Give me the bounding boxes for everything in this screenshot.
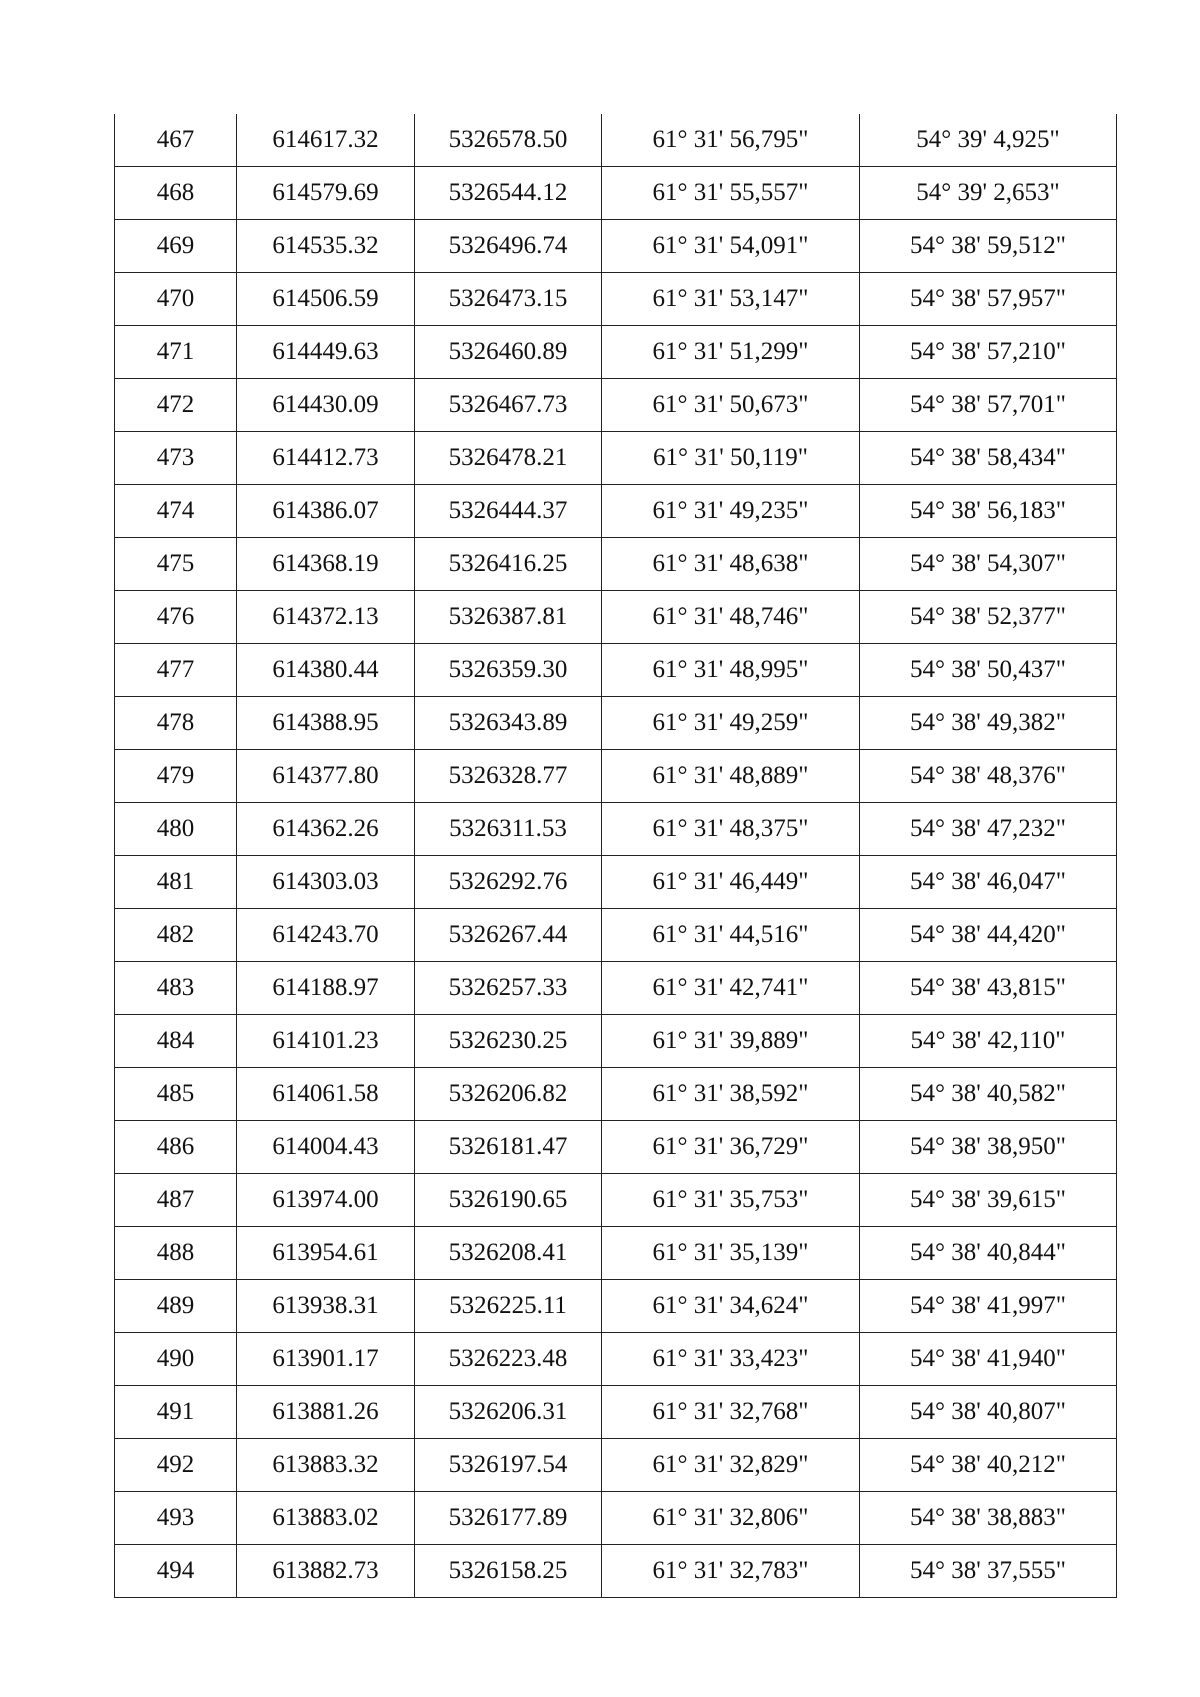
table-row: [115, 1439, 1117, 1492]
longitude-cell: 61° 31' 42,741": [602, 962, 860, 1015]
point-number-cell: 473: [115, 432, 237, 485]
point-number-cell: 472: [115, 379, 237, 432]
point-number-cell: 484: [115, 1015, 237, 1068]
longitude-cell: 61° 31' 32,806": [602, 1492, 860, 1545]
coordinates-table-body: [115, 114, 1117, 1598]
y-coordinate-cell: 5326190.65: [415, 1174, 602, 1227]
y-coordinate-cell: 5326478.21: [415, 432, 602, 485]
table-row: [115, 1492, 1117, 1545]
table-row: [115, 1227, 1117, 1280]
table-row: [115, 1333, 1117, 1386]
longitude-cell: 61° 31' 38,592": [602, 1068, 860, 1121]
latitude-cell: 54° 38' 56,183": [860, 485, 1117, 538]
y-coordinate-cell: 5326230.25: [415, 1015, 602, 1068]
latitude-cell: 54° 38' 38,883": [860, 1492, 1117, 1545]
y-coordinate-cell: 5326473.15: [415, 273, 602, 326]
longitude-cell: 61° 31' 35,139": [602, 1227, 860, 1280]
x-coordinate-cell: 614372.13: [237, 591, 415, 644]
y-coordinate-cell: 5326578.50: [415, 114, 602, 167]
y-coordinate-cell: 5326460.89: [415, 326, 602, 379]
x-coordinate-cell: 614243.70: [237, 909, 415, 962]
latitude-cell: 54° 38' 40,807": [860, 1386, 1117, 1439]
longitude-cell: 61° 31' 56,795": [602, 114, 860, 167]
point-number-cell: 488: [115, 1227, 237, 1280]
point-number-cell: 481: [115, 856, 237, 909]
table-row: [115, 1068, 1117, 1121]
x-coordinate-cell: 614617.32: [237, 114, 415, 167]
y-coordinate-cell: 5326158.25: [415, 1545, 602, 1598]
point-number-cell: 476: [115, 591, 237, 644]
y-coordinate-cell: 5326181.47: [415, 1121, 602, 1174]
y-coordinate-cell: 5326267.44: [415, 909, 602, 962]
latitude-cell: 54° 38' 49,382": [860, 697, 1117, 750]
longitude-cell: 61° 31' 32,783": [602, 1545, 860, 1598]
y-coordinate-cell: 5326387.81: [415, 591, 602, 644]
latitude-cell: 54° 38' 41,997": [860, 1280, 1117, 1333]
x-coordinate-cell: 614430.09: [237, 379, 415, 432]
table-row: [115, 697, 1117, 750]
table-row: [115, 326, 1117, 379]
table-row: [115, 856, 1117, 909]
longitude-cell: 61° 31' 49,235": [602, 485, 860, 538]
x-coordinate-cell: 613974.00: [237, 1174, 415, 1227]
point-number-cell: 489: [115, 1280, 237, 1333]
longitude-cell: 61° 31' 46,449": [602, 856, 860, 909]
point-number-cell: 482: [115, 909, 237, 962]
x-coordinate-cell: 614388.95: [237, 697, 415, 750]
y-coordinate-cell: 5326496.74: [415, 220, 602, 273]
x-coordinate-cell: 614377.80: [237, 750, 415, 803]
point-number-cell: 470: [115, 273, 237, 326]
x-coordinate-cell: 613881.26: [237, 1386, 415, 1439]
y-coordinate-cell: 5326416.25: [415, 538, 602, 591]
point-number-cell: 474: [115, 485, 237, 538]
latitude-cell: 54° 38' 47,232": [860, 803, 1117, 856]
table-row: [115, 379, 1117, 432]
latitude-cell: 54° 38' 48,376": [860, 750, 1117, 803]
latitude-cell: 54° 38' 39,615": [860, 1174, 1117, 1227]
x-coordinate-cell: 613954.61: [237, 1227, 415, 1280]
point-number-cell: 491: [115, 1386, 237, 1439]
point-number-cell: 490: [115, 1333, 237, 1386]
point-number-cell: 471: [115, 326, 237, 379]
latitude-cell: 54° 38' 38,950": [860, 1121, 1117, 1174]
y-coordinate-cell: 5326444.37: [415, 485, 602, 538]
longitude-cell: 61° 31' 33,423": [602, 1333, 860, 1386]
table-row: [115, 591, 1117, 644]
x-coordinate-cell: 614412.73: [237, 432, 415, 485]
table-row: [115, 1174, 1117, 1227]
y-coordinate-cell: 5326223.48: [415, 1333, 602, 1386]
longitude-cell: 61° 31' 49,259": [602, 697, 860, 750]
y-coordinate-cell: 5326177.89: [415, 1492, 602, 1545]
x-coordinate-cell: 614579.69: [237, 167, 415, 220]
latitude-cell: 54° 38' 58,434": [860, 432, 1117, 485]
y-coordinate-cell: 5326197.54: [415, 1439, 602, 1492]
y-coordinate-cell: 5326467.73: [415, 379, 602, 432]
point-number-cell: 469: [115, 220, 237, 273]
x-coordinate-cell: 614449.63: [237, 326, 415, 379]
y-coordinate-cell: 5326328.77: [415, 750, 602, 803]
latitude-cell: 54° 38' 57,957": [860, 273, 1117, 326]
longitude-cell: 61° 31' 34,624": [602, 1280, 860, 1333]
point-number-cell: 477: [115, 644, 237, 697]
longitude-cell: 61° 31' 54,091": [602, 220, 860, 273]
latitude-cell: 54° 39' 2,653": [860, 167, 1117, 220]
table-row: [115, 273, 1117, 326]
point-number-cell: 480: [115, 803, 237, 856]
y-coordinate-cell: 5326311.53: [415, 803, 602, 856]
coordinates-table: [114, 114, 1117, 1598]
longitude-cell: 61° 31' 48,746": [602, 591, 860, 644]
x-coordinate-cell: 614506.59: [237, 273, 415, 326]
table-row: [115, 1015, 1117, 1068]
longitude-cell: 61° 31' 55,557": [602, 167, 860, 220]
latitude-cell: 54° 38' 57,210": [860, 326, 1117, 379]
coordinates-table-container: [114, 114, 1116, 1598]
table-row: [115, 114, 1117, 167]
table-row: [115, 1545, 1117, 1598]
point-number-cell: 475: [115, 538, 237, 591]
table-row: [115, 220, 1117, 273]
point-number-cell: 485: [115, 1068, 237, 1121]
latitude-cell: 54° 38' 50,437": [860, 644, 1117, 697]
latitude-cell: 54° 38' 59,512": [860, 220, 1117, 273]
x-coordinate-cell: 613883.32: [237, 1439, 415, 1492]
latitude-cell: 54° 38' 41,940": [860, 1333, 1117, 1386]
longitude-cell: 61° 31' 53,147": [602, 273, 860, 326]
table-row: [115, 1121, 1117, 1174]
table-row: [115, 167, 1117, 220]
latitude-cell: 54° 38' 52,377": [860, 591, 1117, 644]
x-coordinate-cell: 614004.43: [237, 1121, 415, 1174]
table-row: [115, 485, 1117, 538]
latitude-cell: 54° 38' 40,582": [860, 1068, 1117, 1121]
longitude-cell: 61° 31' 32,829": [602, 1439, 860, 1492]
x-coordinate-cell: 613882.73: [237, 1545, 415, 1598]
latitude-cell: 54° 38' 46,047": [860, 856, 1117, 909]
longitude-cell: 61° 31' 32,768": [602, 1386, 860, 1439]
point-number-cell: 478: [115, 697, 237, 750]
point-number-cell: 492: [115, 1439, 237, 1492]
y-coordinate-cell: 5326208.41: [415, 1227, 602, 1280]
longitude-cell: 61° 31' 36,729": [602, 1121, 860, 1174]
x-coordinate-cell: 614386.07: [237, 485, 415, 538]
table-row: [115, 909, 1117, 962]
latitude-cell: 54° 38' 37,555": [860, 1545, 1117, 1598]
y-coordinate-cell: 5326544.12: [415, 167, 602, 220]
table-row: [115, 803, 1117, 856]
x-coordinate-cell: 614061.58: [237, 1068, 415, 1121]
latitude-cell: 54° 38' 54,307": [860, 538, 1117, 591]
y-coordinate-cell: 5326206.31: [415, 1386, 602, 1439]
x-coordinate-cell: 613938.31: [237, 1280, 415, 1333]
longitude-cell: 61° 31' 48,995": [602, 644, 860, 697]
longitude-cell: 61° 31' 48,375": [602, 803, 860, 856]
latitude-cell: 54° 38' 40,212": [860, 1439, 1117, 1492]
x-coordinate-cell: 614101.23: [237, 1015, 415, 1068]
longitude-cell: 61° 31' 44,516": [602, 909, 860, 962]
y-coordinate-cell: 5326225.11: [415, 1280, 602, 1333]
longitude-cell: 61° 31' 39,889": [602, 1015, 860, 1068]
longitude-cell: 61° 31' 35,753": [602, 1174, 860, 1227]
x-coordinate-cell: 613883.02: [237, 1492, 415, 1545]
y-coordinate-cell: 5326257.33: [415, 962, 602, 1015]
point-number-cell: 494: [115, 1545, 237, 1598]
x-coordinate-cell: 613901.17: [237, 1333, 415, 1386]
x-coordinate-cell: 614368.19: [237, 538, 415, 591]
latitude-cell: 54° 38' 57,701": [860, 379, 1117, 432]
longitude-cell: 61° 31' 48,638": [602, 538, 860, 591]
table-row: [115, 538, 1117, 591]
x-coordinate-cell: 614188.97: [237, 962, 415, 1015]
y-coordinate-cell: 5326359.30: [415, 644, 602, 697]
y-coordinate-cell: 5326343.89: [415, 697, 602, 750]
latitude-cell: 54° 38' 43,815": [860, 962, 1117, 1015]
table-row: [115, 1386, 1117, 1439]
longitude-cell: 61° 31' 50,119": [602, 432, 860, 485]
point-number-cell: 493: [115, 1492, 237, 1545]
table-row: [115, 644, 1117, 697]
latitude-cell: 54° 38' 42,110": [860, 1015, 1117, 1068]
table-row: [115, 750, 1117, 803]
y-coordinate-cell: 5326206.82: [415, 1068, 602, 1121]
table-row: [115, 1280, 1117, 1333]
x-coordinate-cell: 614535.32: [237, 220, 415, 273]
point-number-cell: 483: [115, 962, 237, 1015]
latitude-cell: 54° 39' 4,925": [860, 114, 1117, 167]
point-number-cell: 467: [115, 114, 237, 167]
point-number-cell: 486: [115, 1121, 237, 1174]
latitude-cell: 54° 38' 40,844": [860, 1227, 1117, 1280]
x-coordinate-cell: 614380.44: [237, 644, 415, 697]
point-number-cell: 479: [115, 750, 237, 803]
point-number-cell: 468: [115, 167, 237, 220]
longitude-cell: 61° 31' 51,299": [602, 326, 860, 379]
x-coordinate-cell: 614362.26: [237, 803, 415, 856]
longitude-cell: 61° 31' 50,673": [602, 379, 860, 432]
y-coordinate-cell: 5326292.76: [415, 856, 602, 909]
table-row: [115, 962, 1117, 1015]
latitude-cell: 54° 38' 44,420": [860, 909, 1117, 962]
longitude-cell: 61° 31' 48,889": [602, 750, 860, 803]
point-number-cell: 487: [115, 1174, 237, 1227]
table-row: [115, 432, 1117, 485]
x-coordinate-cell: 614303.03: [237, 856, 415, 909]
